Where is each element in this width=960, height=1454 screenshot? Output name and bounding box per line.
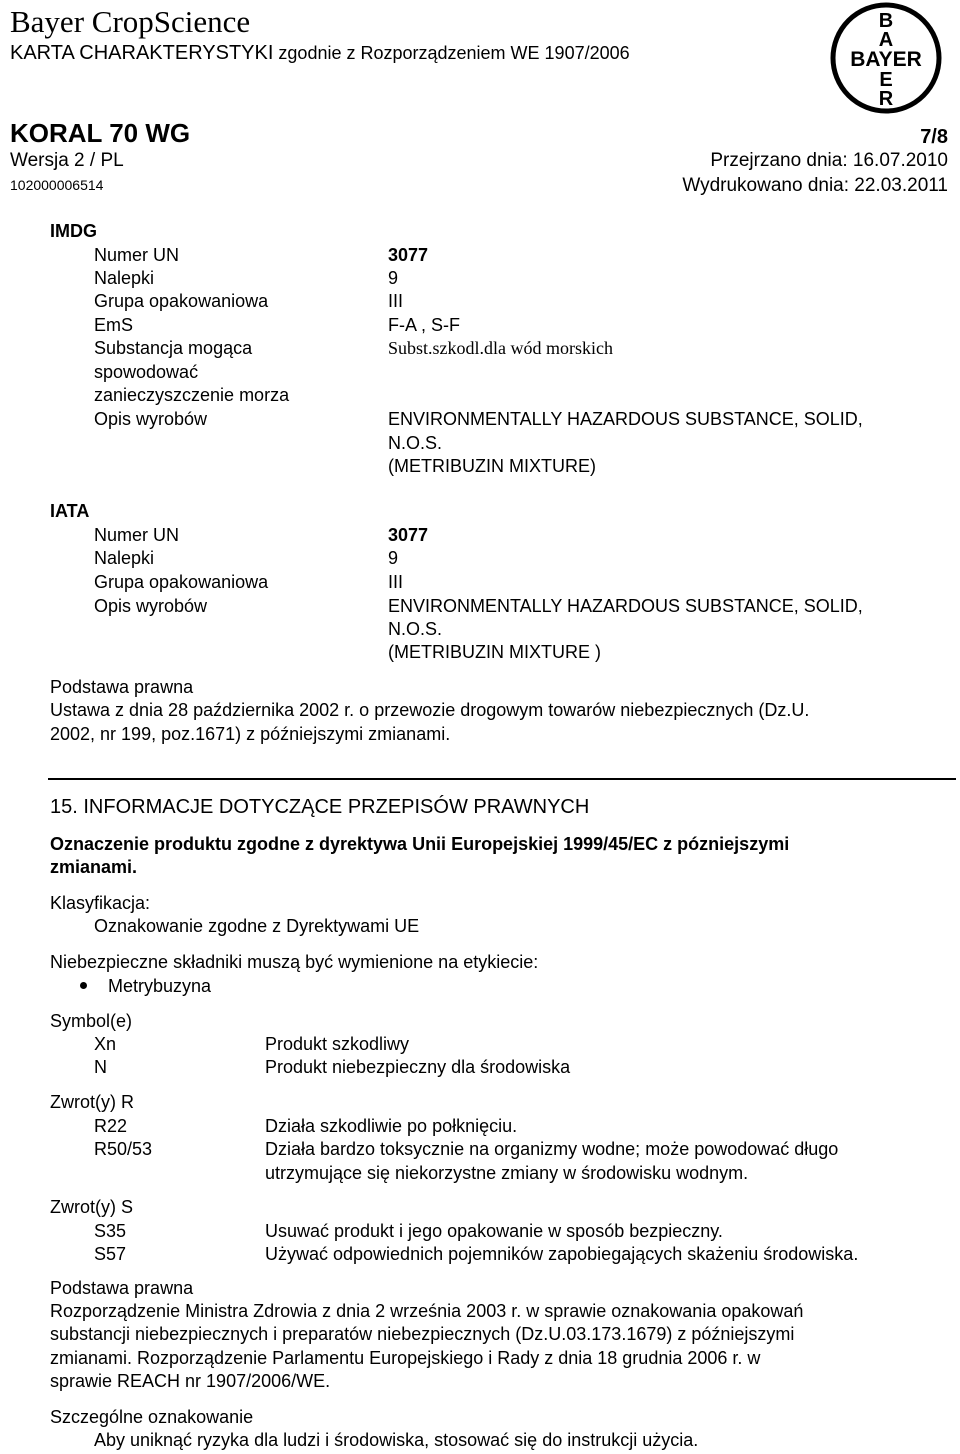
document-subtitle <box>10 42 630 65</box>
imdg-heading: IMDG <box>50 221 97 241</box>
special-labelling-text: Aby uniknąć ryzyka dla ludzi i środowiska, stosować się do instrukcji użycia. <box>94 1430 699 1450</box>
r-phrase-code: R22 <box>94 1116 128 1136</box>
brand-name: Bayer CropScience <box>10 4 251 39</box>
symbol-text: Produkt szkodliwy <box>265 1034 410 1054</box>
iata-desc-line: (METRIBUZIN MIXTURE ) <box>388 642 601 662</box>
imdg-label-cont: zanieczyszczenie morza <box>94 385 290 405</box>
product-name: KORAL 70 WG <box>10 118 191 148</box>
legal-basis-text: 2002, nr 199, poz.1671) z późniejszymi zmianami. <box>50 724 451 744</box>
classification-value: Oznakowanie zgodne z Dyrektywami UE <box>94 916 420 936</box>
section-15-heading: 15. INFORMACJE DOTYCZĄCE PRZEPISÓW PRAWNYCH <box>50 796 590 818</box>
symbol-code: Xn <box>94 1034 117 1054</box>
logo-letter-a: A <box>878 29 894 51</box>
legal-basis-text: Ustawa z dnia 28 października 2002 r. o przewozie drogowym towarów niebezpiecznych (Dz.U. <box>50 700 810 720</box>
iata-label: Grupa opakowaniowa <box>94 572 269 592</box>
iata-value: III <box>388 572 404 592</box>
symbol-code: N <box>94 1057 107 1077</box>
imdg-label: EmS <box>94 315 134 335</box>
iata-desc-label: Opis wyrobów <box>94 596 208 616</box>
symbol-text: Produkt niebezpieczny dla środowiska <box>265 1057 571 1077</box>
subtitle-regulation: zgodnie z Rozporządzeniem WE 1907/2006 <box>273 43 630 63</box>
bayer-cross-logo <box>830 2 942 114</box>
product-labelling-line: Oznaczenie produktu zgodne z dyrektywa Unii Europejskiej 1999/45/EC z pózniejszymi <box>50 834 790 854</box>
imdg-value: F-A , S-F <box>388 315 460 335</box>
product-code: 102000006514 <box>10 177 104 193</box>
iata-label: Numer UN <box>94 525 180 545</box>
legal-basis-label: Podstawa prawna <box>50 1278 194 1298</box>
special-labelling-label: Szczególne oznakowanie <box>50 1407 254 1427</box>
logo-letter-e: E <box>879 69 893 91</box>
imdg-value: 3077 <box>388 245 429 265</box>
imdg-label-cont: spowodować <box>94 362 199 382</box>
print-date: Wydrukowano dnia: 22.03.2011 <box>682 175 948 196</box>
imdg-desc-line: N.O.S. <box>388 433 443 453</box>
revision-date: Przejrzano dnia: 16.07.2010 <box>710 150 948 171</box>
symbols-label: Symbol(e) <box>50 1011 133 1031</box>
product-labelling-line: zmianami. <box>50 857 138 877</box>
imdg-label: Numer UN <box>94 245 180 265</box>
s-phrases-label: Zwrot(y) S <box>50 1197 133 1217</box>
r-phrase-code: R50/53 <box>94 1139 153 1159</box>
iata-label: Nalepki <box>94 548 155 568</box>
logo-letter-r: R <box>878 88 894 110</box>
version: Wersja 2 / PL <box>10 150 124 171</box>
imdg-desc-label: Opis wyrobów <box>94 409 208 429</box>
legal-basis-text: substancji niebezpiecznych i preparatów niebezpiecznych (Dz.U.03.173.1679) z późniejszymi <box>50 1324 795 1344</box>
imdg-label: Grupa opakowaniowa <box>94 291 269 311</box>
iata-value: 3077 <box>388 525 429 545</box>
logo-word-bayer: BAYER <box>850 48 922 71</box>
s-phrase-text: Usuwać produkt i jego opakowanie w sposób bezpieczny. <box>265 1221 723 1241</box>
imdg-desc-line: ENVIRONMENTALLY HAZARDOUS SUBSTANCE, SOLID, <box>388 409 863 429</box>
legal-basis-label: Podstawa prawna <box>50 677 194 697</box>
s-phrase-code: S35 <box>94 1221 127 1241</box>
imdg-label: Substancja mogąca <box>94 338 253 358</box>
imdg-label: Nalepki <box>94 268 155 288</box>
legal-basis-text: sprawie REACH nr 1907/2006/WE. <box>50 1371 331 1391</box>
s-phrase-code: S57 <box>94 1244 127 1264</box>
iata-value: 9 <box>388 548 399 568</box>
page-number: 7/8 <box>920 126 948 148</box>
iata-heading: IATA <box>50 501 90 521</box>
ingredient-item: Metrybuzyna <box>108 976 212 996</box>
imdg-desc-line: (METRIBUZIN MIXTURE) <box>388 456 596 476</box>
hazardous-components-label: Niebezpieczne składniki muszą być wymienione na etykiecie: <box>50 952 539 972</box>
imdg-value: III <box>388 291 404 311</box>
r-phrases-label: Zwrot(y) R <box>50 1092 134 1112</box>
imdg-value: 9 <box>388 268 399 288</box>
s-phrase-text: Używać odpowiednich pojemników zapobiegających skażeniu środowiska. <box>265 1244 859 1264</box>
legal-basis-text: zmianami. Rozporządzenie Parlamentu Europejskiego i Rady z dnia 18 grudnia 2006 r. w <box>50 1348 761 1368</box>
section-divider <box>48 778 956 780</box>
iata-desc-line: N.O.S. <box>388 619 443 639</box>
logo-letter-b: B <box>878 10 894 32</box>
subtitle-title: KARTA CHARAKTERYSTYKI <box>10 42 274 64</box>
bullet-icon <box>80 982 87 989</box>
classification-label: Klasyfikacja: <box>50 893 151 913</box>
r-phrase-text: Działa bardzo toksycznie na organizmy wodne; może powodować długo <box>265 1139 839 1159</box>
legal-basis-text: Rozporządzenie Ministra Zdrowia z dnia 2 września 2003 r. w sprawie oznakowania opakowań <box>50 1301 804 1321</box>
r-phrase-text: Działa szkodliwie po połknięciu. <box>265 1116 518 1136</box>
iata-desc-line: ENVIRONMENTALLY HAZARDOUS SUBSTANCE, SOLID, <box>388 596 863 616</box>
r-phrase-text-cont: utrzymujące się niekorzystne zmiany w środowisku wodnym. <box>265 1163 749 1183</box>
imdg-value: Subst.szkodl.dla wód morskich <box>388 338 613 358</box>
